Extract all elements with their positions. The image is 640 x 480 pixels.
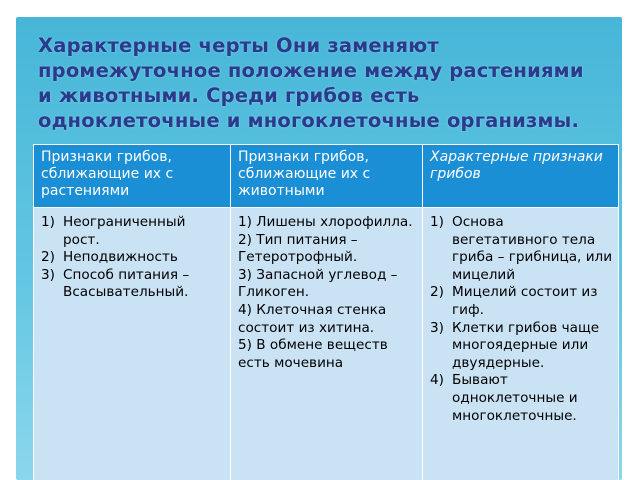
list-item	[41, 267, 225, 302]
list-item-number: 3)	[41, 266, 55, 283]
table-container	[33, 144, 618, 480]
cell-animals	[231, 208, 423, 480]
slide-title: Характерные черты Они заменяют промежуточное положение между растениями и животными. Среди грибов есть одноклеточные и многоклеточные организмы.	[38, 34, 584, 132]
list-item-text: Способ питания – Всасывательный.	[63, 266, 190, 301]
table-header-row	[34, 145, 619, 208]
list-item-number: 3)	[430, 319, 444, 336]
list-fungi-traits	[430, 214, 613, 425]
list-item-number: 1)	[41, 214, 55, 230]
table-row	[34, 208, 619, 480]
list-plants	[41, 214, 225, 302]
list-item-number: 1)	[430, 214, 444, 230]
list-item	[430, 214, 613, 284]
header-animals: Признаки грибов, сближающие их с животными	[231, 145, 423, 208]
list-item-text: Неподвижность	[63, 249, 178, 266]
cell-fungi-traits	[423, 208, 619, 480]
comparison-table	[33, 144, 619, 480]
cell-plants	[34, 208, 231, 480]
list-item	[41, 249, 225, 267]
list-item-text: Мицелий состоит из гиф.	[452, 284, 598, 318]
list-item-number: 2)	[430, 284, 444, 301]
list-item	[430, 284, 613, 319]
list-item-text: Неограниченный рост.	[63, 214, 186, 248]
list-item-text: Основа вегетативного тела гриба – грибница, или мицелий	[452, 214, 613, 283]
list-item-text: Клетки грибов чаще многоядерные или двуядерные.	[452, 319, 600, 371]
list-item: 5) В обмене веществ есть мочевина	[238, 337, 388, 371]
list-item-text: Бывают одноклеточные и многоклеточные.	[452, 372, 578, 424]
list-item: 1) Лишены хлорофилла.	[238, 214, 413, 230]
list-item: 4) Клеточная стенка состоит из хитина.	[238, 301, 387, 336]
list-animals	[238, 214, 417, 372]
slide	[16, 17, 622, 480]
list-item	[430, 320, 613, 373]
header-plants: Признаки грибов, сближающие их с растениями	[34, 145, 231, 208]
list-item-number: 2)	[41, 249, 55, 266]
header-fungi-traits: Характерные признаки грибов	[423, 145, 619, 208]
list-item-number: 4)	[430, 372, 444, 389]
list-item	[41, 214, 225, 249]
list-item: 3) Запасной углевод – Гликоген.	[238, 266, 398, 301]
list-item	[430, 372, 613, 425]
list-item: 2) Тип питания – Гетеротрофный.	[238, 231, 358, 266]
